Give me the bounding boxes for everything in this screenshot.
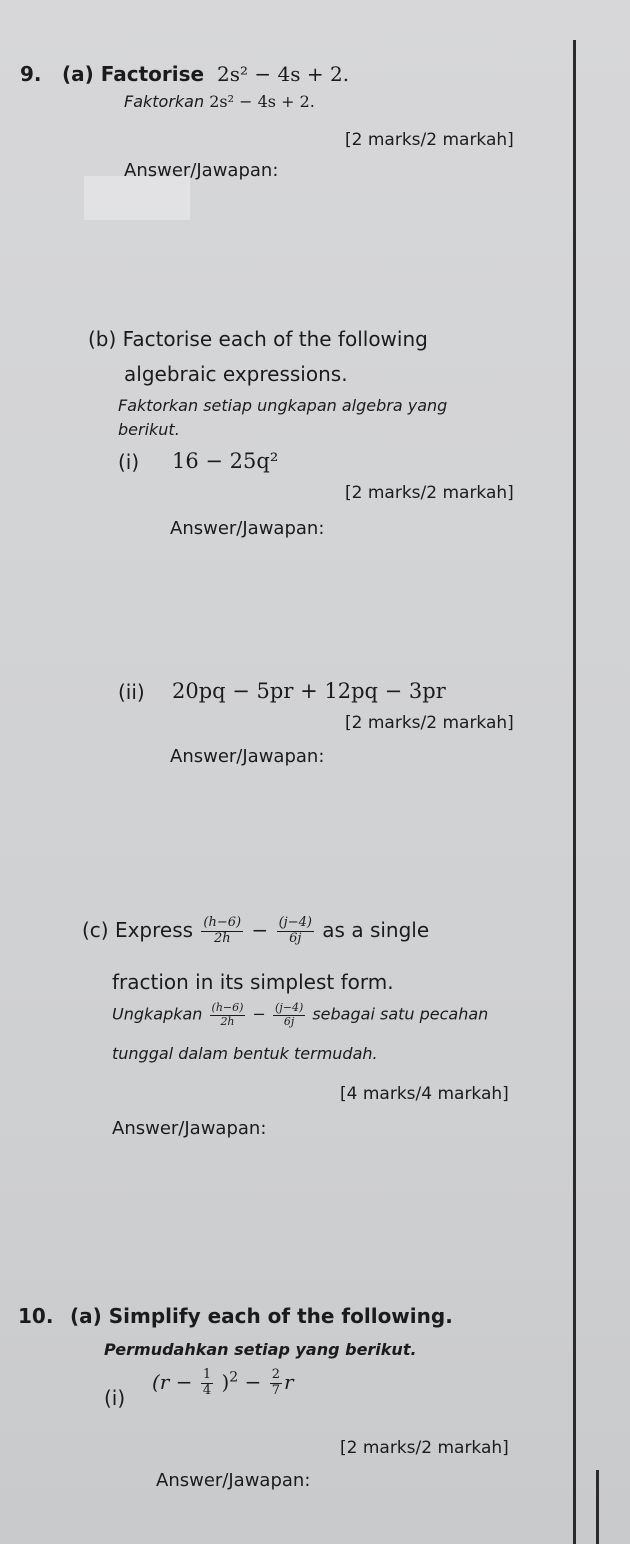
q10ai-marks: [2 marks/2 markah] (340, 1438, 509, 1458)
q10ai-variable: r (283, 1369, 294, 1394)
q9bii-marks: [2 marks/2 markah] (345, 713, 514, 733)
question-10-number (18, 1304, 53, 1328)
q9a-answer-label: Answer/Jawapan: (124, 160, 279, 181)
q9c-malay-frac2-denominator: 6j (283, 1014, 295, 1028)
q10ai-minus: − (244, 1369, 262, 1394)
q9c-minus: − (251, 917, 269, 942)
q9c-malay-frac1-denominator: 2h (220, 1014, 235, 1028)
q9bi-answer-label: Answer/Jawapan: (170, 518, 325, 539)
q9bii-label: (ii) (118, 680, 145, 704)
q9bi-marks: [2 marks/2 markah] (345, 483, 514, 503)
q9c-prompt-line1 (82, 916, 429, 947)
q9c-frac1-numerator: (h−6) (203, 915, 242, 930)
q9c-malay-minus: − (252, 1004, 266, 1024)
q10a-prompt: (a) Simplify each of the following. (70, 1304, 453, 1328)
q9bi-expression: 16 − 25q² (172, 449, 279, 473)
q10ai-close-bracket: ) (221, 1369, 230, 1394)
q10ai-answer-label: Answer/Jawapan: (156, 1470, 311, 1491)
q9c-fraction-2 (277, 916, 314, 947)
q10ai-f1-denominator: 4 (202, 1382, 212, 1398)
q10ai-open-bracket: (r − (152, 1369, 193, 1394)
q9c-prompt-line2: fraction in its simplest form. (112, 970, 394, 994)
q9c-malay-fraction-2 (273, 1002, 305, 1028)
q10ai-f1-numerator: 1 (202, 1367, 212, 1382)
q9b-malay-line2: berikut. (118, 420, 180, 439)
q9c-malay-label: Ungkapkan (112, 1004, 203, 1024)
q9bii-expression: 20pq − 5pr + 12pq − 3pr (172, 679, 446, 703)
q9bi-label: (i) (118, 450, 140, 474)
q9b-prompt-line2: algebraic expressions. (124, 362, 348, 386)
q9c-malay-line1 (112, 1002, 488, 1028)
q9c-malay-fraction-1 (210, 1002, 246, 1028)
q9a-label: (a) Factorise (62, 62, 205, 86)
question-9a-malay (124, 92, 315, 111)
q9b-prompt-line1: (b) Factorise each of the following (88, 327, 428, 351)
q9c-malay-frac1-numerator: (h−6) (211, 1001, 244, 1014)
q9a-malay-expression: 2s² − 4s + 2. (209, 92, 315, 111)
q9c-tail: as a single (322, 917, 430, 942)
q10ai-fraction-2 (270, 1368, 282, 1399)
q9a-marks: [2 marks/2 markah] (345, 130, 514, 150)
page-edge-line (573, 40, 576, 1544)
q9-number-text: 9. (20, 62, 42, 86)
q10ai-label: (i) (104, 1386, 126, 1410)
q10a-malay: Permudahkan setiap yang berikut. (104, 1340, 417, 1359)
q9c-frac1-denominator: 2h (213, 930, 231, 946)
q9c-fraction-1 (201, 916, 243, 947)
q9c-frac2-denominator: 6j (289, 930, 302, 946)
q9c-answer-label: Answer/Jawapan: (112, 1118, 267, 1139)
q10ai-power: 2 (229, 1369, 239, 1386)
q10ai-f2-denominator: 7 (271, 1382, 280, 1398)
q9c-malay-line2: tunggal dalam bentuk termudah. (112, 1044, 378, 1063)
q9c-frac2-numerator: (j−4) (278, 915, 312, 930)
question-9-number (20, 62, 42, 86)
q9c-marks: [4 marks/4 markah] (340, 1084, 509, 1104)
q9c-malay-frac2-numerator: (j−4) (275, 1001, 304, 1014)
q10ai-fraction-1 (201, 1368, 213, 1399)
q9b-malay-line1: Faktorkan setiap ungkapan algebra yang (118, 396, 448, 415)
q10ai-expression (152, 1368, 294, 1399)
q9bii-answer-label: Answer/Jawapan: (170, 746, 325, 767)
answer-space-highlight (84, 176, 190, 220)
q9a-expression: 2s² − 4s + 2. (217, 62, 350, 86)
q9c-malay-tail: sebagai satu pecahan (312, 1004, 489, 1024)
q9c-label: (c) Express (82, 917, 194, 942)
q9a-malay-label: Faktorkan (124, 92, 205, 111)
page-edge-line-lower (596, 1470, 599, 1544)
q10-number-text: 10. (18, 1304, 54, 1328)
q10ai-f2-numerator: 2 (271, 1367, 280, 1382)
question-9a-prompt (62, 62, 349, 86)
